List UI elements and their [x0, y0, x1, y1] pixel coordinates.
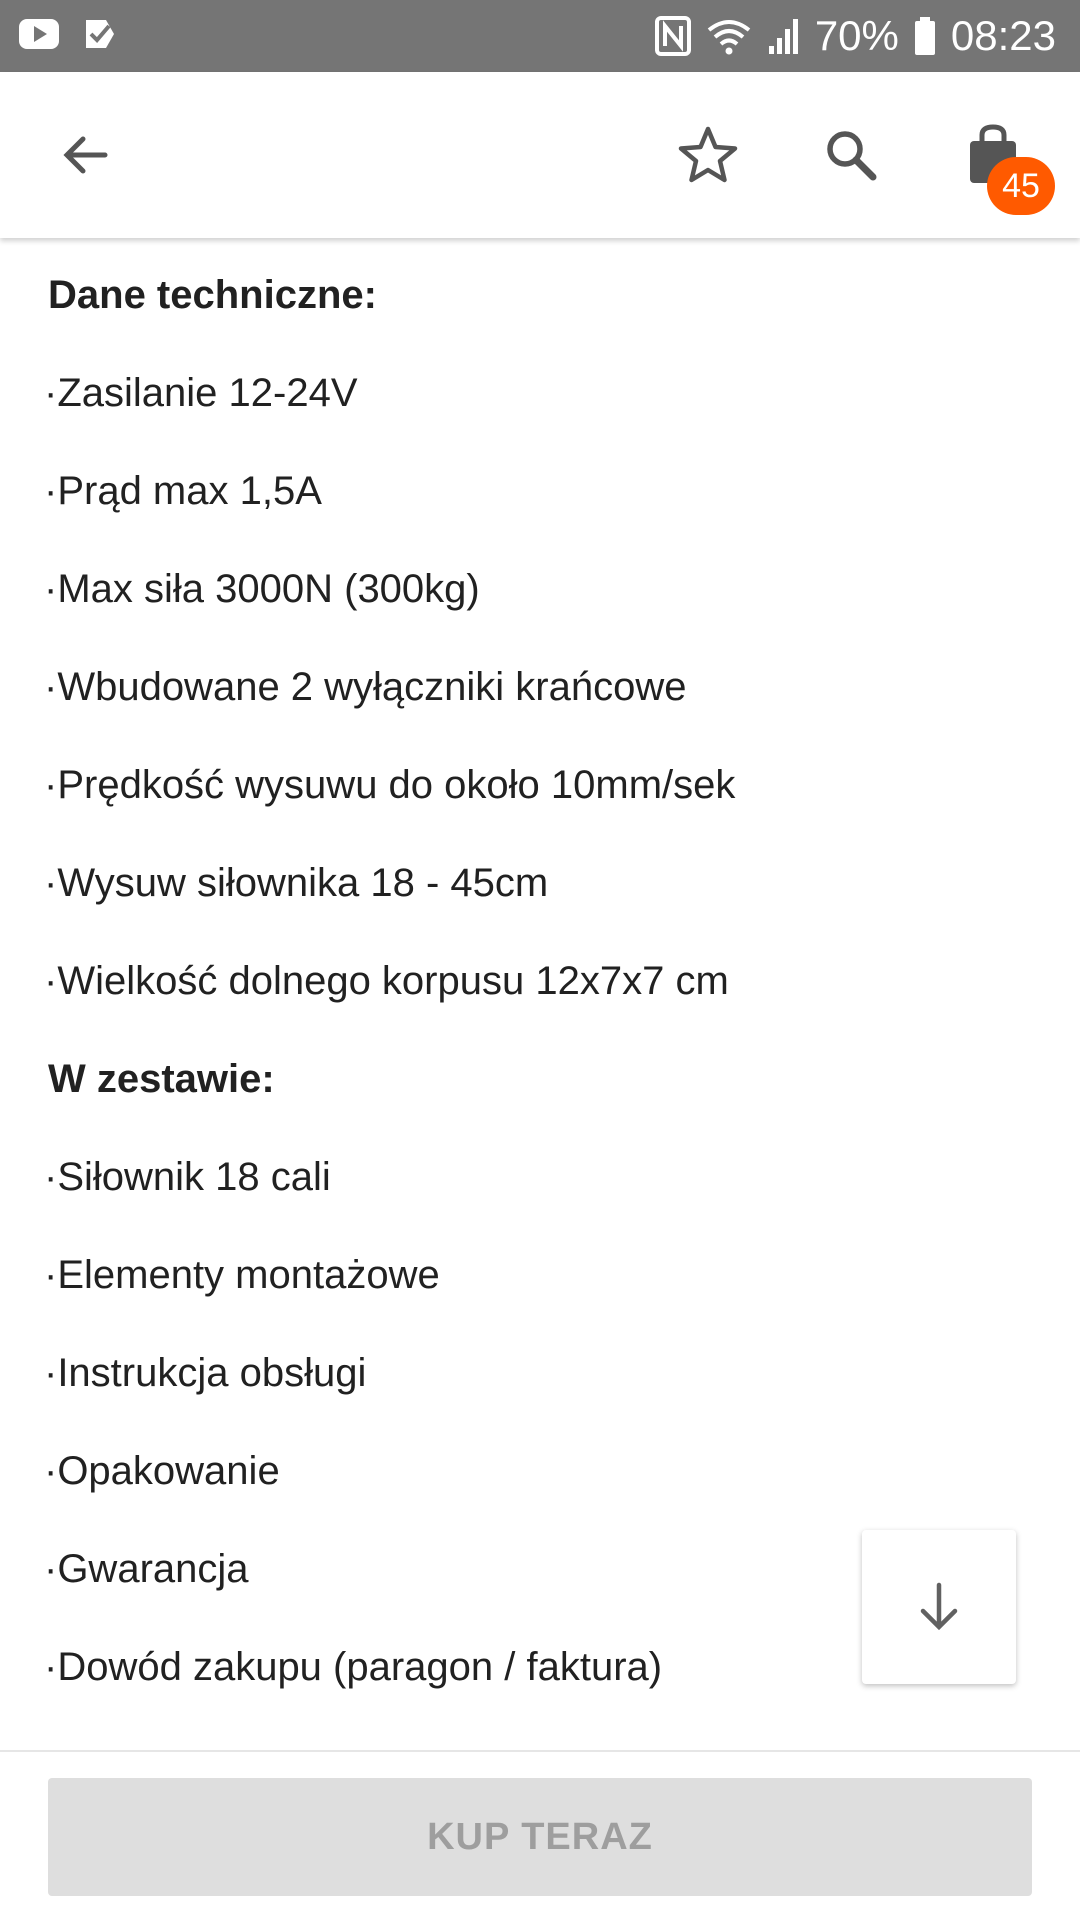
cart-count-badge: 45 — [987, 157, 1055, 215]
set-contents-heading: W zestawie: — [48, 1057, 275, 1101]
product-description — [44, 246, 1048, 1716]
status-bar — [0, 0, 1080, 72]
bottom-action-bar — [0, 1750, 1080, 1922]
set-item: ·Opakowanie — [44, 1449, 280, 1493]
back-button[interactable] — [42, 112, 128, 198]
spec-item: ·Max siła 3000N (300kg) — [44, 567, 480, 611]
spec-item: ·Wielkość dolnego korpusu 12x7x7 cm — [44, 959, 729, 1003]
nfc-icon — [655, 16, 691, 56]
spec-item: ·Prędkość wysuwu do około 10mm/sek — [44, 763, 736, 807]
set-item: ·Gwarancja — [44, 1547, 249, 1591]
battery-percent: 70% — [814, 12, 899, 59]
clock: 08:23 — [950, 12, 1056, 59]
app-toolbar — [0, 72, 1080, 238]
spec-item: ·Zasilanie 12-24V — [44, 371, 358, 415]
back-arrow-icon — [57, 127, 113, 183]
favorite-button[interactable] — [665, 112, 751, 198]
youtube-icon — [18, 18, 60, 55]
spec-item: ·Wbudowane 2 wyłączniki krańcowe — [44, 665, 687, 709]
wifi-icon — [705, 16, 753, 56]
set-item: ·Dowód zakupu (paragon / faktura) — [44, 1645, 663, 1689]
arrow-down-icon — [911, 1579, 967, 1635]
buy-now-button[interactable]: KUP TERAZ — [48, 1778, 1032, 1896]
search-icon — [821, 125, 881, 185]
set-item: ·Instrukcja obsługi — [44, 1351, 367, 1395]
search-button[interactable] — [808, 112, 894, 198]
spec-item: ·Prąd max 1,5A — [44, 469, 322, 513]
tech-specs-heading: Dane techniczne: — [48, 273, 377, 317]
scroll-down-button[interactable] — [862, 1530, 1016, 1684]
set-item: ·Siłownik 18 cali — [44, 1155, 331, 1199]
signal-icon — [767, 16, 801, 56]
check-download-icon — [82, 16, 118, 57]
battery-icon — [913, 16, 937, 56]
star-icon — [677, 124, 739, 186]
set-item: ·Elementy montażowe — [44, 1253, 440, 1297]
spec-item: ·Wysuw siłownika 18 - 45cm — [44, 861, 549, 905]
